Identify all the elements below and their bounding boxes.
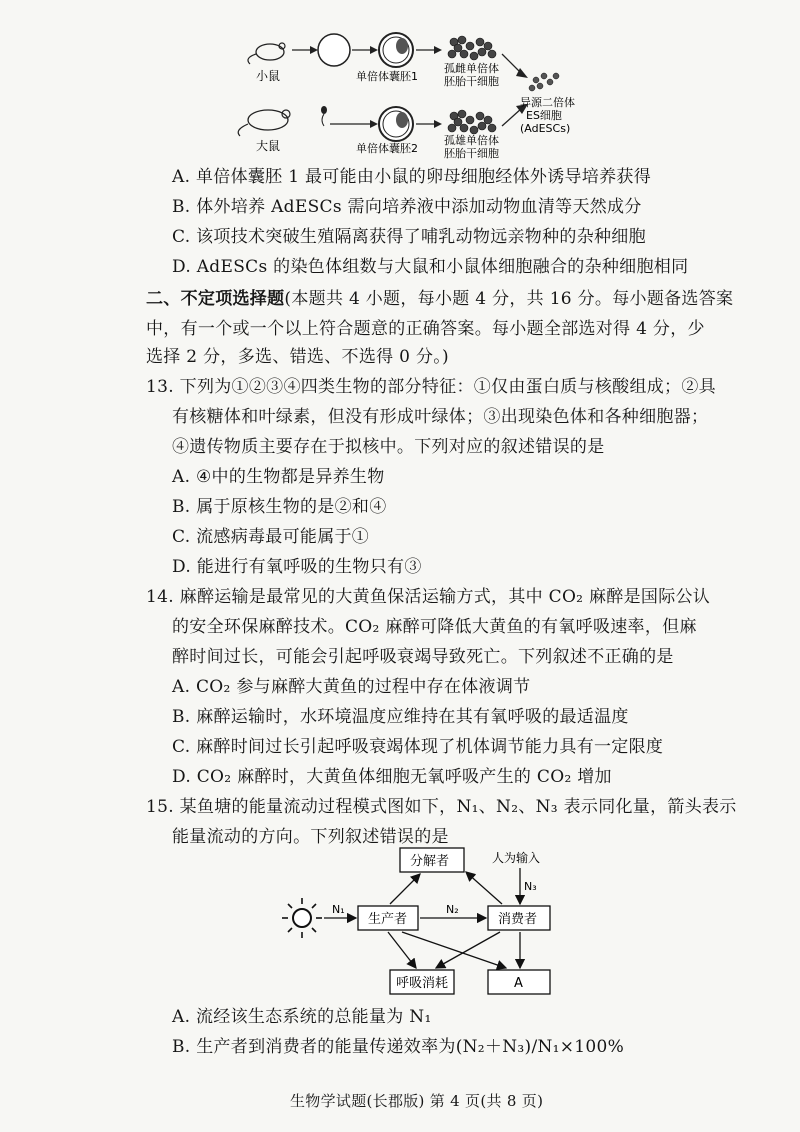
arrow-consumer-decomposer [466,872,502,904]
consumer-label: 消费者 [498,912,538,927]
hybrid-label-3: (AdESCs) [520,122,571,135]
q13-option-a: A. ④中的生物都是异养生物 [172,467,385,487]
hybrid-cells-icon [529,73,559,91]
q13-option-b: B. 属于原核生物的是②和④ [172,497,387,517]
q15-option-b: B. 生产者到消费者的能量传递效率为(N₂＋N₃)/N₁×100% [172,1037,625,1057]
male-esc-cluster-icon [448,110,496,134]
human-input-label: 人为输入 [492,851,541,865]
a-label: A [514,976,523,991]
mouse-label: 小鼠 [256,69,281,83]
producer-label: 生产者 [368,912,408,927]
q12-option-d: D. AdESCs 的染色体组数与大鼠和小鼠体细胞融合的杂种细胞相同 [172,257,689,277]
section2-intro-line2: 中，有一个或一个以上符合题意的正确答案。每小题全部选对得 4 分，少 [146,319,705,339]
haploid-experiment-figure [230,28,630,160]
blastocyst1-icon [379,33,413,67]
rat-icon [238,110,290,136]
q14-option-d: D. CO₂ 麻醉时，大黄鱼体细胞无氧呼吸产生的 CO₂ 增加 [172,767,612,787]
q13-stem-3: ④遗传物质主要存在于拟核中。下列对应的叙述错误的是 [172,437,605,457]
section2-intro-line3: 选择 2 分，多选、错选、不选得 0 分。) [146,347,449,367]
q14-option-b: B. 麻醉运输时，水环境温度应维持在其有氧呼吸的最适温度 [172,707,629,727]
q13-stem-1: 13. 下列为①②③④四类生物的部分特征：①仅由蛋白质与核酸组成；②具 [146,377,716,397]
page-footer: 生物学试题(长郡版) 第 4 页(共 8 页) [290,1092,544,1110]
section2-intro-1: (本题共 4 小题，每小题 4 分，共 16 分。每小题备选答案 [284,289,734,309]
sun-icon [282,898,322,938]
q14-stem-1: 14. 麻醉运输是最常见的大黄鱼保活运输方式，其中 CO₂ 麻醉是国际公认 [146,587,711,607]
mouse-icon [248,43,285,64]
blastocyst2-label: 单倍体囊胚2 [356,142,418,155]
female-esc-label-2: 胚胎干细胞 [444,75,499,88]
section2-heading: 二、不定项选择题 [146,289,285,309]
hybrid-label-1: 异源二倍体 [520,96,575,109]
male-esc-label-2: 胚胎干细胞 [444,147,499,160]
arrow-producer-decomposer [390,874,420,904]
male-esc-label-1: 孤雄单倍体 [444,134,499,147]
q14-option-a: A. CO₂ 参与麻醉大黄鱼的过程中存在体液调节 [172,677,531,697]
n2-label: N₂ [446,903,459,916]
q14-stem-2: 的安全环保麻醉技术。CO₂ 麻醉可降低大黄鱼的有氧呼吸速率，但麻 [172,617,697,637]
q15-option-a: A. 流经该生态系统的总能量为 N₁ [172,1007,432,1027]
q15-stem-2: 能量流动的方向。下列叙述错误的是 [172,827,449,847]
oocyte-icon [318,34,350,66]
energy-flow-diagram [280,842,580,1000]
sperm-icon [321,106,327,126]
arrow-producer-respiration [388,932,416,968]
hybrid-label-2: ES细胞 [526,109,562,122]
rat-label: 大鼠 [256,139,281,153]
section2-intro-line1 [146,288,733,310]
respiration-label: 呼吸消耗 [396,976,449,991]
q14-stem-3: 醉时间过长，可能会引起呼吸衰竭导致死亡。下列叙述不正确的是 [172,647,674,667]
q13-option-c: C. 流感病毒最可能属于① [172,527,370,547]
q15-stem-1: 15. 某鱼塘的能量流动过程模式图如下，N₁、N₂、N₃ 表示同化量，箭头表示 [146,797,737,817]
blastocyst1-label: 单倍体囊胚1 [356,70,418,83]
female-esc-label-1: 孤雌单倍体 [444,62,499,75]
decomposer-label: 分解者 [410,854,450,869]
q12-option-a: A. 单倍体囊胚 1 最可能由小鼠的卵母细胞经体外诱导培养获得 [172,167,652,187]
q13-option-d: D. 能进行有氧呼吸的生物只有③ [172,557,422,577]
n3-label: N₃ [524,880,537,893]
q12-option-b: B. 体外培养 AdESCs 需向培养液中添加动物血清等天然成分 [172,197,642,217]
blastocyst2-icon [379,107,413,141]
female-esc-cluster-icon [448,36,496,60]
q13-stem-2: 有核糖体和叶绿素，但没有形成叶绿体；③出现染色体和各种细胞器； [172,407,709,427]
q14-option-c: C. 麻醉时间过长引起呼吸衰竭体现了机体调节能力具有一定限度 [172,737,664,757]
n1-label: N₁ [332,903,345,916]
q12-option-c: C. 该项技术突破生殖隔离获得了哺乳动物远亲物种的杂种细胞 [172,227,646,247]
